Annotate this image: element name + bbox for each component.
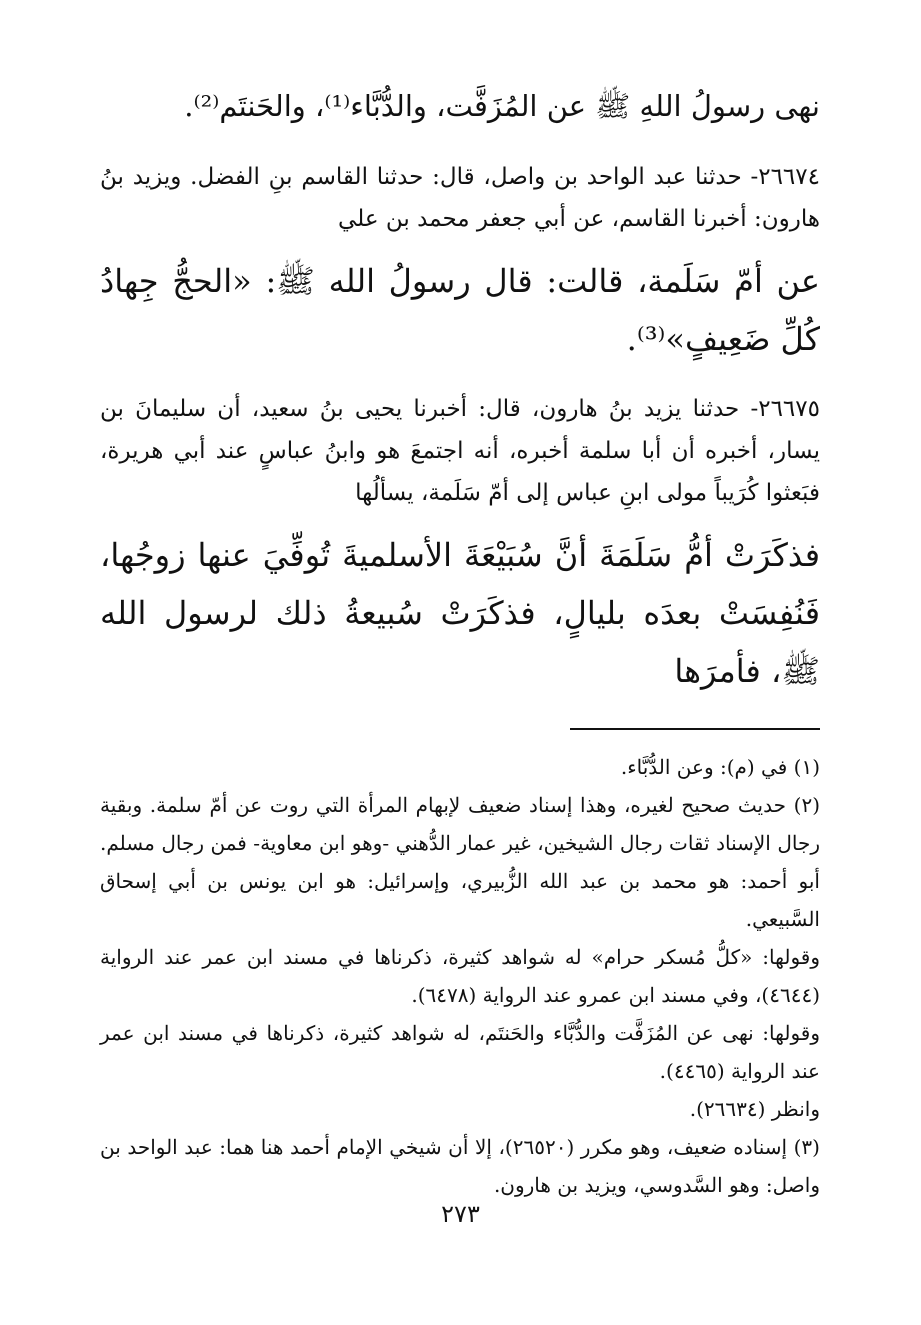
continuation-line: نهى رسولُ اللهِ ﷺ عن المُزَفَّت، والدُّبَّاء⁽¹⁾، والحَنتَم⁽²⁾. <box>184 89 820 123</box>
document-page <box>100 74 820 1204</box>
page-number: ٢٧٣ <box>441 1200 480 1228</box>
footnote-2-para-3: وقولها: نهى عن المُزَفَّت والدُّبَّاء والحَنتَم، له شواهد كثيرة، ذكرناها في مسند ابن عمر عند الرواية (٤٤٦٥). <box>100 1021 820 1083</box>
footnote-1: (١) في (م): وعن الدُّبَّاء. <box>620 755 820 779</box>
footnote-2: (٢) حديث صحيح لغيره، وهذا إسناد ضعيف لإبهام المرأة التي روت عن أمّ سلمة. وبقية رجال الإسناد ثقات رجال الشيخين، غير عمار الدُّهني -وهو ابن معاوية- فمن رجال مسلم. أبو أحمد: هو محمد بن عبد الله الزُّبيري، وإسرائيل: هو ابن يونس بن أبي إسحاق السَّبيعي. <box>100 793 820 931</box>
footnote-2-para-4: وانظر (٢٦٦٣٤). <box>689 1097 820 1121</box>
footnote-3: (٣) إسناده ضعيف، وهو مكرر (٢٦٥٢٠)، إلا أن شيخي الإمام أحمد هنا هما: عبد الواحد بن واصل: وهو السَّدوسي، ويزيد بن هارون. <box>100 1135 820 1197</box>
hadith-26674-isnad: ٢٦٦٧٤- حدثنا عبد الواحد بن واصل، قال: حدثنا القاسم بنِ الفضل. ويزيد بنُ هارون: أخبرنا القاسم، عن أبي جعفر محمد بن علي <box>100 164 820 232</box>
footnote-2-para-2: وقولها: «كلُّ مُسكر حرام» له شواهد كثيرة، ذكرناها في مسند ابن عمر عند الرواية (٤٦٤٤)، وفي مسند ابن عمرو عند الرواية (٦٤٧٨). <box>100 945 821 1007</box>
hadith-26675-isnad: ٢٦٦٧٥- حدثنا يزيد بنُ هارون، قال: أخبرنا يحيى بنُ سعيد، أن سليمانَ بن يسار، أخبره أن أبا سلمة أخبره، أنه اجتمعَ هو وابنُ عباسٍ عند أبي هريرة، فبَعثوا كُرَيباً مولى ابنِ عباس إلى أمّ سَلَمة، يسألُها <box>100 396 820 506</box>
footnote-separator <box>570 728 820 730</box>
hadith-26674-matn: عن أمّ سَلَمة، قالت: قال رسولُ الله ﷺ: «الحجُّ جِهادُ كُلِّ ضَعِيفٍ»⁽³⁾. <box>100 262 821 358</box>
hadith-26675-matn: فذكَرَتْ أمُّ سَلَمَةَ أنَّ سُبَيْعَةَ الأسلميةَ تُوفِّيَ عنها زوجُها، فَنُفِسَتْ بعدَه بليالٍ، فذكَرَتْ سُبيعةُ ذلك لرسول الله ﷺ، فأمرَها <box>100 536 821 690</box>
